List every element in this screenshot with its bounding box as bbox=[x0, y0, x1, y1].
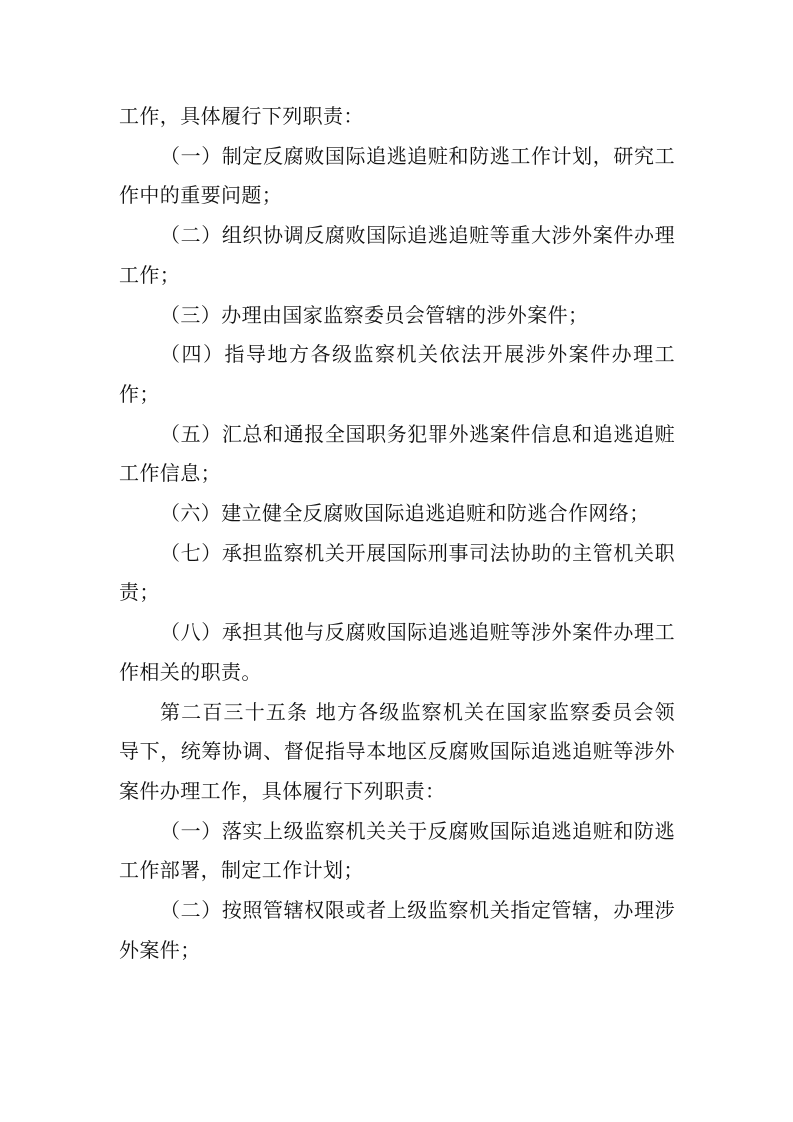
article-235-paragraph: 第二百三十五条 地方各级监察机关在国家监察委员会领导下，统筹协调、督促指导本地区反腐败国际追逃追赃等涉外案件办理工作，具体履行下列职责： bbox=[119, 699, 675, 803]
paragraph-item-5: （五）汇总和通报全国职务犯罪外逃案件信息和追逃追赃工作信息； bbox=[119, 421, 675, 486]
paragraph-item-4: （四）指导地方各级监察机关依法开展涉外案件办理工作； bbox=[119, 342, 675, 406]
paragraph-item-3: （三）办理由国家监察委员会管辖的涉外案件； bbox=[160, 302, 589, 327]
paragraph-item-6: （六）建立健全反腐败国际追逃追赃和防逃合作网络； bbox=[160, 501, 650, 526]
paragraph-item-1-local: （一）落实上级监察机关关于反腐败国际追逃追赃和防逃工作部署，制定工作计划； bbox=[119, 818, 675, 883]
paragraph-item-2: （二）组织协调反腐败国际追逃追赃等重大涉外案件办理工作； bbox=[119, 223, 675, 287]
paragraph-item-7: （七）承担监察机关开展国际刑事司法协助的主管机关职责； bbox=[119, 540, 675, 605]
paragraph-continuation: 工作，具体履行下列职责： bbox=[119, 104, 364, 128]
document-body bbox=[119, 97, 675, 970]
paragraph-item-8: （八）承担其他与反腐败国际追逃追赃等涉外案件办理工作相关的职责。 bbox=[119, 620, 675, 684]
paragraph-item-1: （一）制定反腐败国际追逃追赃和防逃工作计划，研究工作中的重要问题； bbox=[119, 143, 675, 208]
paragraph-item-2-local: （二）按照管辖权限或者上级监察机关指定管辖，办理涉外案件； bbox=[119, 898, 675, 962]
